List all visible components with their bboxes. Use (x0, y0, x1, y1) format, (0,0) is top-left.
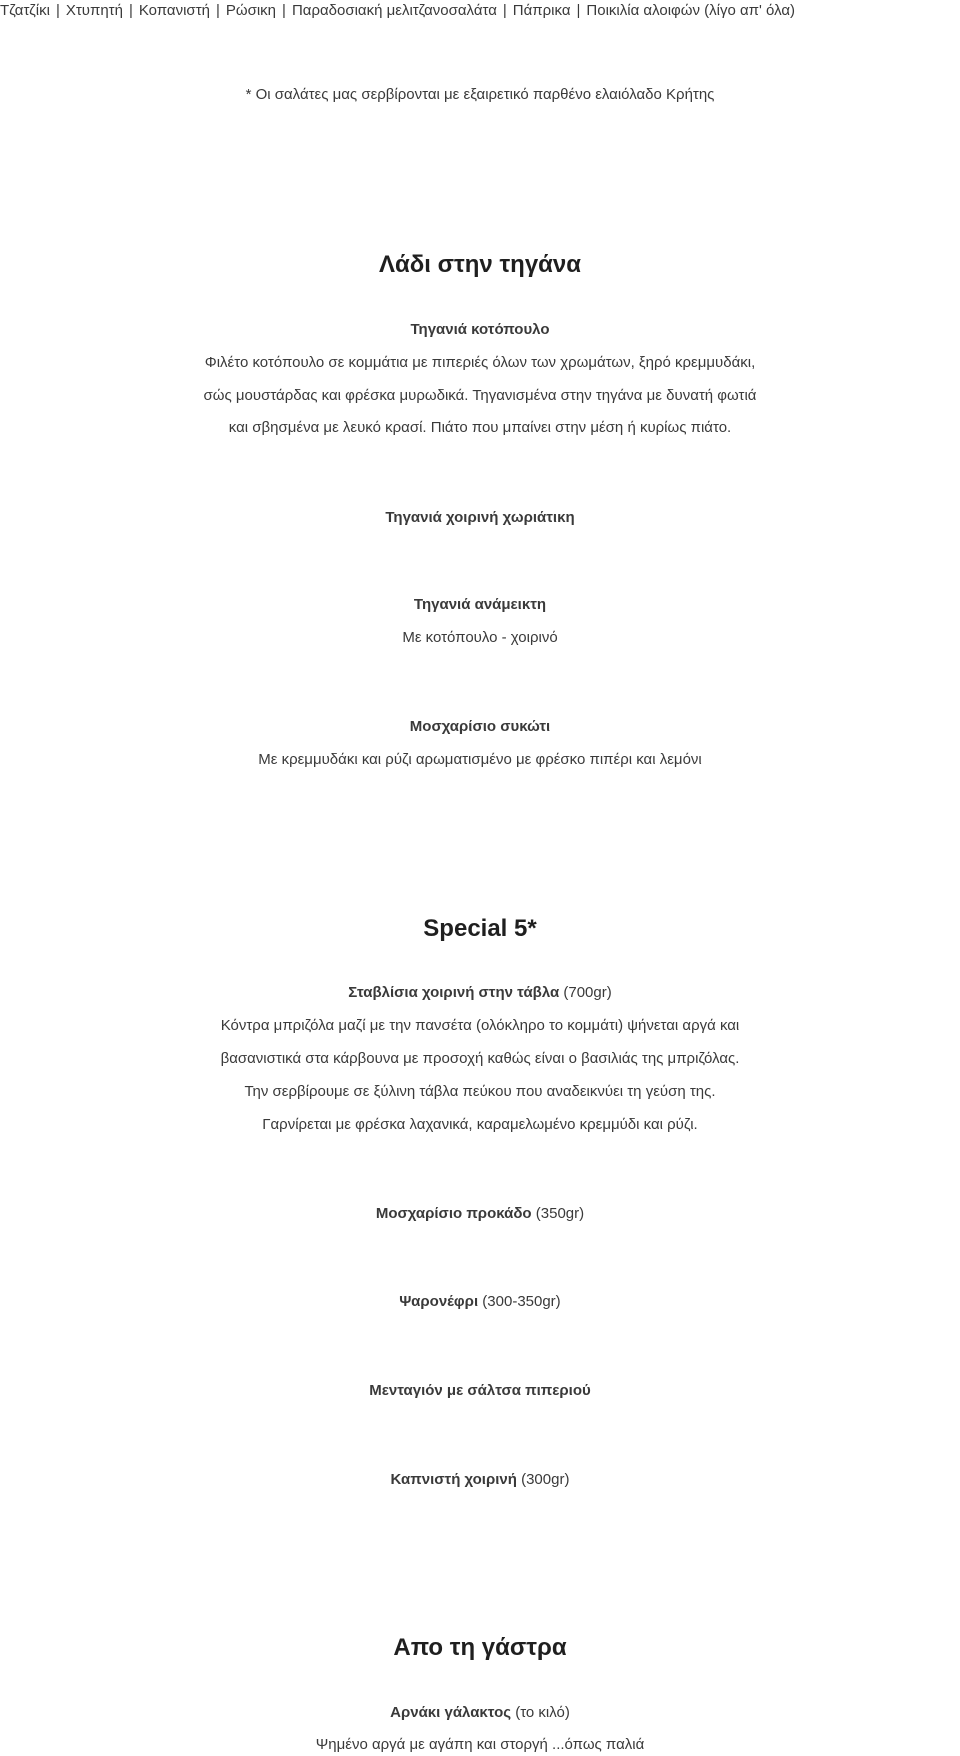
dish-name (0, 982, 960, 1004)
dish-description: Με κρεμμυδάκι και ρύζι αρωματισμένο με φρέσκο πιπέρι και λεμόνι (258, 751, 702, 768)
dish-description: Με κοτόπουλο - χοιρινό (402, 629, 558, 646)
appetizer-list (0, 0, 960, 22)
dish-title: Σταβλίσια χοιρινή στην τάβλα (348, 984, 560, 1001)
appetizer-item: Χτυπητή (65, 2, 123, 19)
dish-weight: (300gr) (521, 1471, 570, 1488)
dish-description: βασανιστικά στα κάρβουνα με προσοχή καθώς είναι ο βασιλιάς της μπριζόλας. (220, 1050, 740, 1067)
appetizer-item: Παραδοσιακή μελιτζανοσαλάτα (291, 2, 497, 19)
dish-weight: (700gr) (563, 984, 612, 1001)
dish-title: Μοσχαρίσιο προκάδο (375, 1205, 532, 1222)
appetizer-item: Ρώσικη (225, 2, 277, 19)
dish-name (0, 1291, 960, 1313)
dish-name: Μοσχαρίσιο συκώτι (409, 718, 551, 735)
salads-note: * Οι σαλάτες μας σερβίρονται με εξαιρετικό παρθένο ελαιόλαδο Κρήτης (245, 86, 715, 103)
section-title-special: Special 5* (423, 915, 537, 942)
appetizer-item: Πάπρικα (512, 2, 571, 19)
separator: | (576, 2, 581, 19)
dish-weight: (το κιλό) (515, 1704, 570, 1721)
dish-description: Την σερβίρουμε σε ξύλινη τάβλα πεύκου που αναδεικνύει τη γεύση της. (244, 1083, 716, 1100)
dish-title: Καπνιστή χοιρινή (390, 1471, 517, 1488)
appetizer-item: Κοπανιστή (138, 2, 210, 19)
dish-description: και σβησμένα με λευκό κρασί. Πιάτο που μπαίνει στην μέση ή κυρίως πιάτο. (228, 419, 732, 436)
appetizer-item: Τζατζίκι (0, 2, 50, 19)
separator: | (282, 2, 286, 19)
dish-description: Φιλέτο κοτόπουλο σε κομμάτια με πιπεριές όλων των χρωμάτων, ξηρό κρεμμυδάκι, (204, 354, 756, 371)
dish-description: σώς μουστάρδας και φρέσκα μυρωδικά. Τηγανισμένα στην τηγάνα με δυνατή φωτιά (203, 387, 757, 404)
separator: | (55, 2, 60, 19)
dish-name (0, 1203, 960, 1225)
dish-description: Κόντρα μπριζόλα μαζί με την πανσέτα (ολόκληρο το κομμάτι) ψήνεται αργά και (220, 1017, 740, 1034)
section-title-pan: Λάδι στην τηγάνα (378, 251, 582, 278)
dish-title: Αρνάκι γάλακτος (390, 1704, 512, 1721)
separator: | (502, 2, 507, 19)
section-title-belly: Απο τη γάστρα (393, 1634, 567, 1661)
dish-name: Τηγανιά χοιρινή χωριάτικη (385, 509, 575, 526)
dish-name: Τηγανιά ανάμεικτη (413, 596, 547, 613)
separator: | (215, 2, 220, 19)
dish-name: Μενταγιόν με σάλτσα πιπεριού (369, 1382, 591, 1399)
appetizer-item: Ποικιλία αλοιφών (λίγο απ' όλα) (586, 2, 796, 19)
dish-name (0, 1469, 960, 1491)
dish-description: Ψημένο αργά με αγάπη και στοργή ...όπως παλιά (315, 1736, 645, 1753)
dish-description: Γαρνίρεται με φρέσκα λαχανικά, καραμελωμένο κρεμμύδι και ρύζι. (262, 1116, 698, 1133)
dish-name (0, 1702, 960, 1724)
dish-title: Ψαρονέφρι (399, 1293, 479, 1310)
dish-name: Τηγανιά κοτόπουλο (410, 321, 550, 338)
dish-weight: (350gr) (535, 1205, 585, 1222)
dish-weight: (300-350gr) (482, 1293, 561, 1310)
separator: | (128, 2, 133, 19)
